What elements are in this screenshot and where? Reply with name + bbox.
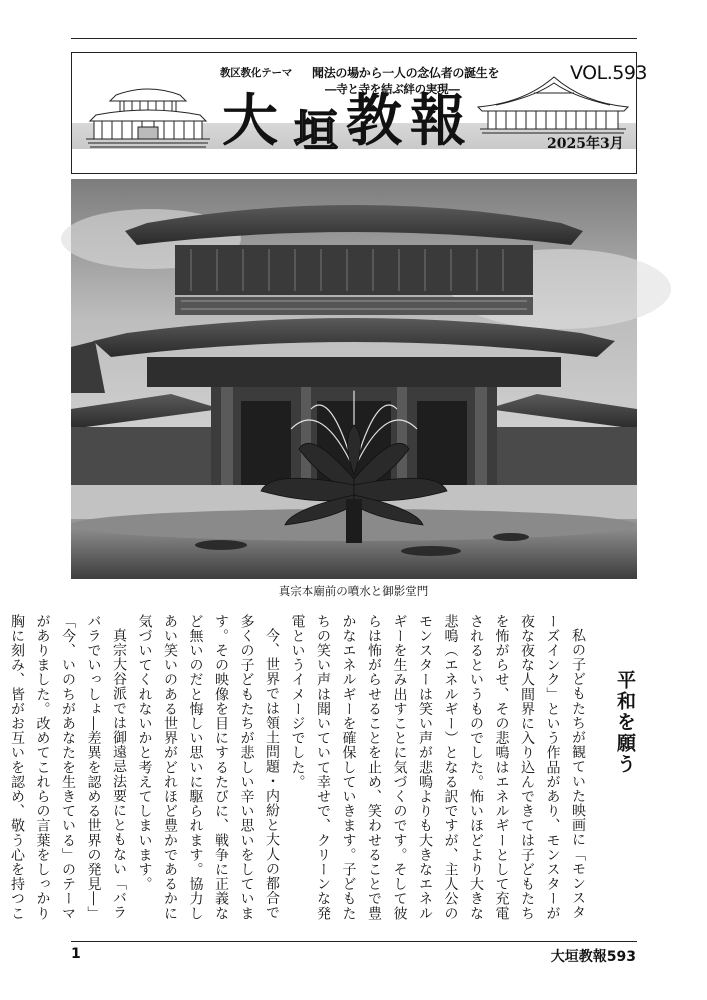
theme-tag: 教区教化テーマ bbox=[220, 67, 293, 79]
article-body bbox=[9, 614, 590, 932]
title-char: 大 bbox=[222, 89, 278, 154]
page-number: 1 bbox=[71, 946, 81, 962]
volume-number: VOL.593 bbox=[570, 62, 648, 84]
photo-caption: 真宗本廟前の噴水と御影堂門 bbox=[278, 584, 429, 598]
temple-left-illustration bbox=[86, 81, 210, 153]
article-title: 平和を願う bbox=[614, 670, 636, 775]
bottom-rule bbox=[71, 941, 637, 942]
masthead bbox=[71, 52, 648, 174]
article-paragraph: 私の子どもたちが観ていた映画に「モンスターズインク」という作品があり、モンスターが夜な夜な人間界に入り込んできては子どもたちを怖がらせ、その悲鳴はエネルギーとして充電されるというものでした。怖いほどより大きな悲鳴（エネルギー）となる訳ですが、主人公のモンスターは笑い声が悲鳴よりも大きなエネルギーを生み出すことに気づくのです。そして彼らは怖がらせることを止め、笑わせることで豊かなエネルギーを確保していきます。子どもたちの笑い声は聞いていて幸せで、クリーンな発電というイメージでした。 bbox=[289, 614, 586, 921]
title-char: 教 bbox=[346, 89, 402, 154]
newsletter-title bbox=[222, 87, 472, 157]
top-rule bbox=[71, 38, 637, 39]
theme-line-1: 聞法の場から一人の念仏者の誕生を bbox=[312, 66, 500, 80]
footer-publication: 大垣教報593 bbox=[550, 949, 636, 965]
cover-photo bbox=[71, 179, 637, 579]
theme-line-2: ―寺と寺を結ぶ絆の実現― bbox=[325, 82, 460, 96]
article-paragraph: 真宗大谷派では御遠忌法要にともない「バラバラでいっしょ―差異を認める世界の発見―」「今、いのちがあなたを生きている」のテーマがありました。改めてこれらの言葉をしっかり胸に刻み、皆がお互いを認め、敬う心を持つこ bbox=[9, 614, 127, 921]
title-char: 報 bbox=[410, 89, 466, 154]
issue-date: 2025年3月 bbox=[547, 136, 624, 152]
article-paragraph: 今、世界では領土問題・内紛と大人の都合で多くの子どもたちが悲しい辛い思いをしています。その映像を目にするたびに、戦争に正義など無いのだと悔しい思いに駆られます。協力しあい笑いのある世界がどれほど豊かであるかに気づいてくれないかと考えてしまいます。 bbox=[136, 614, 280, 921]
title-char: 垣 bbox=[294, 106, 338, 157]
